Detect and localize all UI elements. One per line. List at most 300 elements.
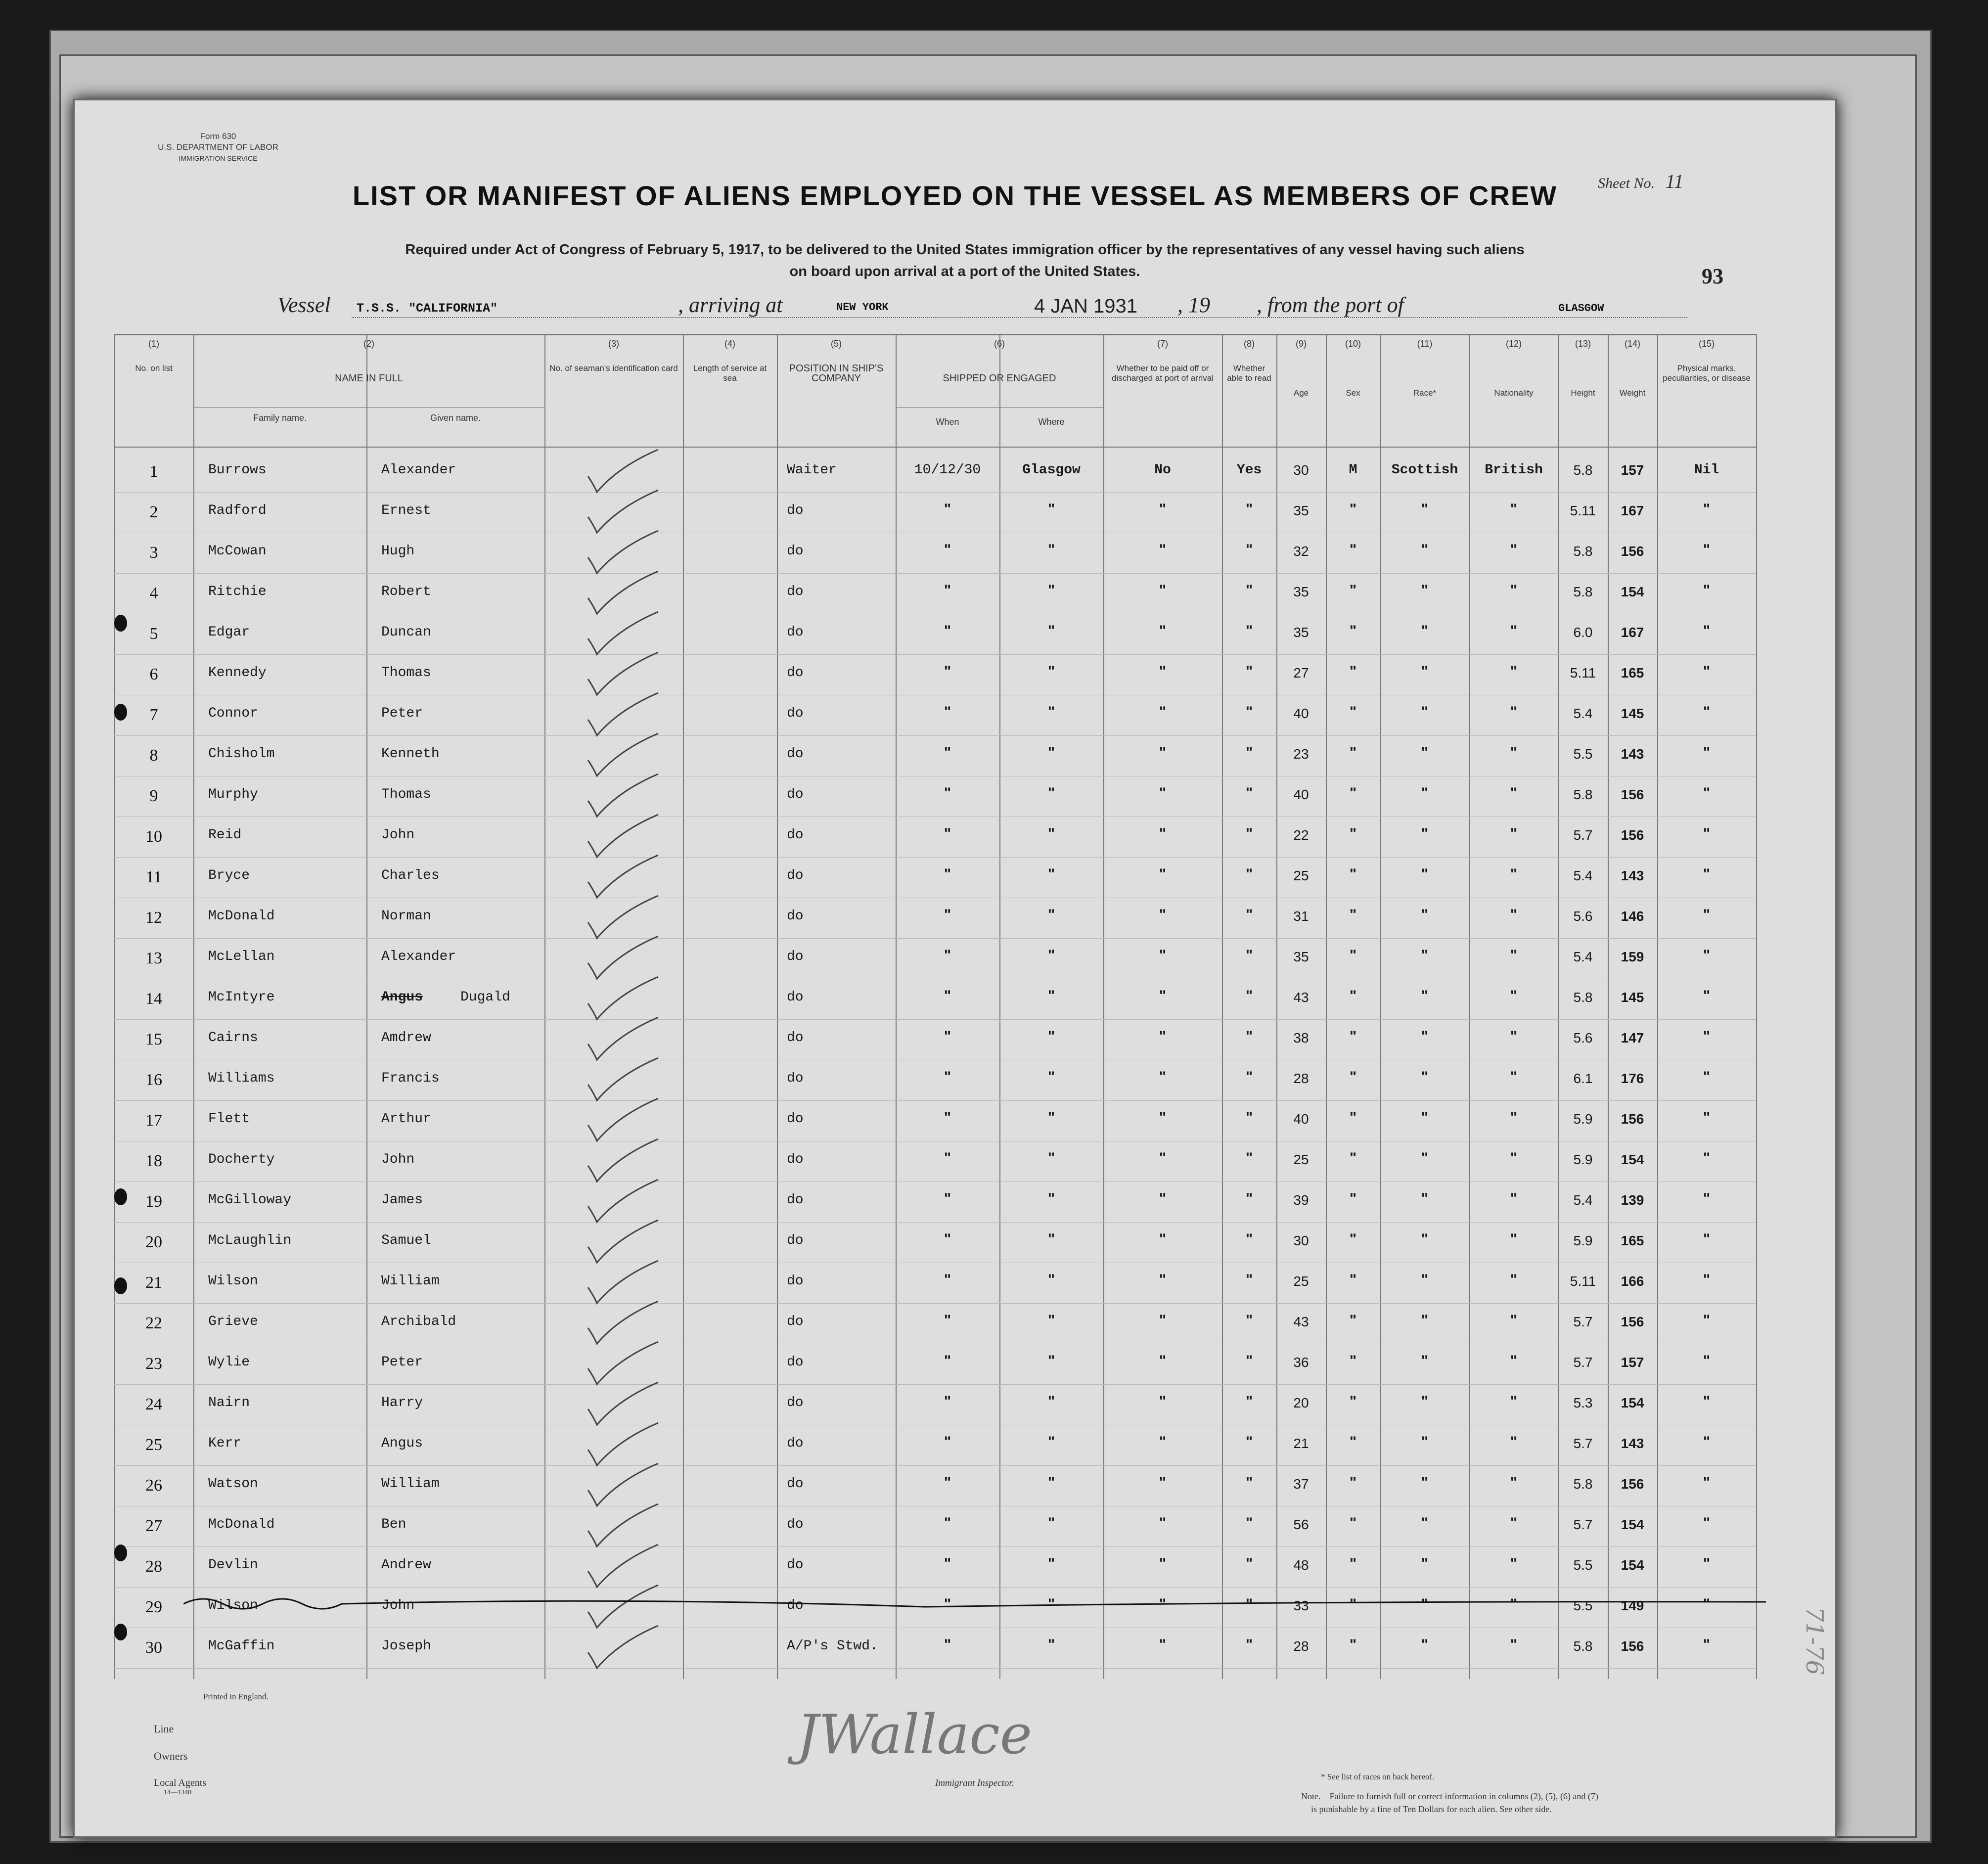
race-ditto: " (1421, 1150, 1429, 1166)
height: 5.6 (1573, 909, 1593, 924)
nationality-ditto: " (1510, 1109, 1518, 1126)
height: 5.6 (1573, 1030, 1593, 1046)
given-name: Dugald (460, 990, 510, 1005)
given-name: Francis (381, 1071, 440, 1086)
family-name: McIntyre (208, 990, 275, 1005)
nationality-ditto: " (1510, 1434, 1518, 1450)
shipped-where-ditto: " (1047, 988, 1055, 1004)
shipped-when-ditto: " (944, 907, 951, 923)
table-row (114, 1222, 1756, 1263)
able-to-read-ditto: " (1245, 785, 1253, 801)
position: do (787, 1314, 804, 1329)
shipped-where-ditto: " (1047, 1190, 1055, 1207)
weight: 156 (1621, 544, 1644, 559)
height: 6.0 (1573, 625, 1593, 640)
row-number: 11 (145, 868, 162, 886)
shipped-where-ditto: " (1047, 1109, 1055, 1126)
nationality-ditto: " (1510, 704, 1518, 720)
given-name: Angus (381, 1436, 423, 1451)
shipped-when-ditto: " (944, 1555, 951, 1572)
nationality-ditto: " (1510, 1596, 1518, 1612)
able-to-read-ditto: " (1245, 1596, 1253, 1612)
paid-off-ditto: " (1159, 704, 1167, 720)
page-number: 93 (1702, 264, 1723, 288)
weight: 154 (1621, 584, 1644, 599)
shipped-when-ditto: " (944, 542, 951, 558)
table-row (114, 1263, 1756, 1304)
paid-off-ditto: " (1159, 744, 1167, 761)
shipped-where-ditto: " (1047, 1353, 1055, 1369)
shipped-where-ditto: " (1047, 1596, 1055, 1612)
shipped-where-ditto: " (1047, 1474, 1055, 1491)
nationality-ditto: " (1510, 663, 1518, 680)
nationality-ditto: " (1510, 542, 1518, 558)
family-name: Chisholm (208, 746, 275, 762)
given-name: Alexander (381, 949, 456, 964)
age: 35 (1293, 625, 1309, 640)
table-row (114, 1465, 1756, 1506)
age: 43 (1293, 990, 1309, 1005)
height: 5.4 (1573, 1192, 1593, 1208)
height: 5.9 (1573, 1233, 1593, 1248)
column-header-c9: Age (1293, 388, 1309, 398)
physical-marks-ditto: " (1703, 785, 1711, 801)
height: 5.3 (1573, 1395, 1593, 1410)
subtitle-line-2: on board upon arrival at a port of the United States. (789, 264, 1140, 279)
table-row (114, 1546, 1756, 1588)
table-row (114, 654, 1756, 695)
age: 48 (1293, 1557, 1309, 1573)
given-name: Joseph (381, 1638, 431, 1654)
column-number: (12) (1505, 339, 1522, 349)
able-to-read-ditto: " (1245, 663, 1253, 680)
sex-ditto: " (1349, 542, 1357, 558)
row-number: 19 (145, 1192, 162, 1211)
able-to-read-ditto: " (1245, 1393, 1253, 1409)
vessel-name: T.S.S. "CALIFORNIA" (357, 301, 498, 316)
row-number: 26 (145, 1476, 162, 1495)
table-row (114, 1019, 1756, 1060)
family-name: Devlin (208, 1557, 258, 1573)
family-name: Murphy (208, 787, 258, 802)
shipped-when-ditto: " (944, 501, 951, 517)
position: do (787, 787, 804, 802)
able-to-read-ditto: " (1245, 501, 1253, 517)
physical-marks-ditto: " (1703, 1150, 1711, 1166)
manifest-page (73, 99, 1837, 1838)
shipped-when-ditto: " (944, 623, 951, 639)
weight: 154 (1621, 1395, 1644, 1410)
family-name: Docherty (208, 1152, 275, 1167)
able-to-read-ditto: " (1245, 1272, 1253, 1288)
sex-ditto: " (1349, 1353, 1357, 1369)
nationality-ditto: " (1510, 1028, 1518, 1045)
age: 31 (1293, 909, 1309, 924)
given-name: Peter (381, 706, 423, 721)
punch-hole (114, 1545, 127, 1561)
race-ditto: " (1421, 501, 1429, 517)
race-ditto: " (1421, 825, 1429, 842)
shipped-where-ditto: " (1047, 947, 1055, 963)
paid-off-ditto: " (1159, 1393, 1167, 1409)
nationality-ditto: " (1510, 907, 1518, 923)
position: do (787, 1517, 804, 1532)
height: 5.11 (1570, 1273, 1596, 1289)
table-row (114, 1628, 1756, 1669)
position: do (787, 625, 804, 640)
sex-ditto: " (1349, 704, 1357, 720)
weight: 143 (1621, 868, 1644, 883)
shipped-when-ditto: " (944, 1637, 951, 1653)
column-number: (14) (1624, 339, 1640, 349)
physical-marks-ditto: " (1703, 907, 1711, 923)
position: do (787, 1436, 804, 1451)
sex: M (1349, 462, 1357, 478)
race-ditto: " (1421, 1109, 1429, 1126)
age: 37 (1293, 1476, 1309, 1492)
weight: 167 (1621, 625, 1644, 640)
row-number: 15 (145, 1030, 162, 1048)
paid-off-ditto: " (1159, 825, 1167, 842)
family-name: McDonald (208, 909, 275, 924)
column-header-c8: Whether able to read (1227, 364, 1271, 383)
race-ditto: " (1421, 1434, 1429, 1450)
able-to-read-ditto: " (1245, 1231, 1253, 1247)
given-name: Charles (381, 868, 440, 883)
column-header-c13: Height (1571, 388, 1595, 398)
physical-marks: Nil (1694, 462, 1719, 478)
age: 30 (1293, 1233, 1309, 1248)
row-number: 25 (145, 1436, 162, 1454)
shipped-when: 10/12/30 (914, 462, 981, 478)
age: 25 (1293, 1273, 1309, 1289)
year-label: , 19 (1177, 293, 1210, 317)
shipped-when-ditto: " (944, 1150, 951, 1166)
position: do (787, 584, 804, 599)
shipped-where: Glasgow (1022, 462, 1081, 478)
position: do (787, 1395, 804, 1410)
punch-hole (114, 704, 127, 721)
physical-marks-ditto: " (1703, 1474, 1711, 1491)
shipped-when-ditto: " (944, 663, 951, 680)
column-header-c6: SHIPPED OR ENGAGED (943, 373, 1056, 384)
sex-ditto: " (1349, 663, 1357, 680)
nationality-ditto: " (1510, 1190, 1518, 1207)
row-number: 30 (145, 1638, 162, 1657)
given-name: Thomas (381, 665, 431, 681)
age: 35 (1293, 503, 1309, 518)
given-name: John (381, 827, 415, 843)
table-row (114, 857, 1756, 898)
shipped-when-ditto: " (944, 1028, 951, 1045)
row-number: 13 (145, 949, 162, 967)
column-number: (2) (363, 339, 374, 349)
weight: 165 (1621, 1233, 1644, 1248)
able-to-read-ditto: " (1245, 1028, 1253, 1045)
given-name: Andrew (381, 1557, 431, 1573)
race-ditto: " (1421, 1312, 1429, 1328)
given-name: William (381, 1273, 440, 1289)
sex-ditto: " (1349, 1190, 1357, 1207)
nationality-ditto: " (1510, 1231, 1518, 1247)
position: do (787, 1152, 804, 1167)
table-row (114, 1506, 1756, 1547)
height: 5.7 (1573, 1355, 1593, 1370)
given-name: Ernest (381, 503, 431, 518)
physical-marks-ditto: " (1703, 1555, 1711, 1572)
family-name: Watson (208, 1476, 258, 1492)
shipped-when-ditto: " (944, 1109, 951, 1126)
sex-ditto: " (1349, 988, 1357, 1004)
physical-marks-ditto: " (1703, 1069, 1711, 1085)
height: 5.5 (1573, 746, 1593, 762)
nationality-ditto: " (1510, 623, 1518, 639)
family-name: Williams (208, 1071, 275, 1086)
shipped-when-ditto: " (944, 1515, 951, 1531)
family-name: McGilloway (208, 1192, 292, 1208)
row-number: 28 (145, 1557, 162, 1576)
table-row (114, 614, 1756, 655)
service-label: IMMIGRATION SERVICE (179, 154, 258, 162)
age: 40 (1293, 706, 1309, 721)
shipped-where-ditto: " (1047, 501, 1055, 517)
given-name: Duncan (381, 625, 431, 640)
punch-hole (114, 615, 127, 632)
paid-off-ditto: " (1159, 663, 1167, 680)
race-ditto: " (1421, 1555, 1429, 1572)
family-name: Nairn (208, 1395, 250, 1410)
sex-ditto: " (1349, 1272, 1357, 1288)
weight: 157 (1621, 1355, 1644, 1370)
column-number: (8) (1244, 339, 1255, 349)
age: 27 (1293, 665, 1309, 681)
date-stamp: 4 JAN 1931 (1034, 295, 1138, 317)
family-name: McLaughlin (208, 1233, 292, 1248)
height: 5.11 (1570, 665, 1596, 681)
inspector-signature: JWallace (797, 1703, 1032, 1766)
nationality-ditto: " (1510, 1353, 1518, 1369)
row-number: 27 (145, 1517, 162, 1535)
physical-marks-ditto: " (1703, 1393, 1711, 1409)
physical-marks-ditto: " (1703, 1515, 1711, 1531)
weight: 143 (1621, 1436, 1644, 1451)
paid-off-ditto: " (1159, 1637, 1167, 1653)
paid-off-ditto: " (1159, 988, 1167, 1004)
family-name: Wilson (208, 1598, 258, 1613)
able-to-read-ditto: " (1245, 704, 1253, 720)
height: 5.7 (1573, 1517, 1593, 1532)
column-number: (4) (724, 339, 735, 349)
nationality-ditto: " (1510, 866, 1518, 882)
nationality-ditto: " (1510, 988, 1518, 1004)
paid-off-ditto: " (1159, 1150, 1167, 1166)
age: 25 (1293, 868, 1309, 883)
race-ditto: " (1421, 1353, 1429, 1369)
sex-ditto: " (1349, 501, 1357, 517)
sex-ditto: " (1349, 582, 1357, 598)
sheet-value: 11 (1665, 170, 1684, 192)
age: 22 (1293, 827, 1309, 843)
able-to-read-ditto: " (1245, 988, 1253, 1004)
position: do (787, 990, 804, 1005)
sheet-label: Sheet No. (1598, 175, 1655, 191)
weight: 143 (1621, 746, 1644, 762)
position: do (787, 706, 804, 721)
sex-ditto: " (1349, 1393, 1357, 1409)
sex-ditto: " (1349, 907, 1357, 923)
weight: 156 (1621, 1314, 1644, 1329)
family-name: McDonald (208, 1517, 275, 1532)
nationality-ditto: " (1510, 1312, 1518, 1328)
given-name: Amdrew (381, 1030, 431, 1046)
race-ditto: " (1421, 1515, 1429, 1531)
age: 36 (1293, 1355, 1309, 1370)
position: do (787, 665, 804, 681)
given-name: James (381, 1192, 423, 1208)
height: 6.1 (1573, 1071, 1593, 1086)
weight: 156 (1621, 1111, 1644, 1127)
physical-marks-ditto: " (1703, 582, 1711, 598)
race-ditto: " (1421, 1231, 1429, 1247)
sex-ditto: " (1349, 1069, 1357, 1085)
table-row (114, 1141, 1756, 1182)
age: 43 (1293, 1314, 1309, 1329)
paid-off: No (1154, 462, 1171, 478)
weight: 145 (1621, 990, 1644, 1005)
subtitle (272, 239, 1657, 282)
position: do (787, 544, 804, 559)
given-name: Thomas (381, 787, 431, 802)
family-name: Edgar (208, 625, 250, 640)
position: do (787, 1030, 804, 1046)
column-number: (15) (1698, 339, 1715, 349)
family-name: Grieve (208, 1314, 258, 1329)
local-agents-text: Local Agents (154, 1777, 207, 1788)
shipped-when-ditto: " (944, 1312, 951, 1328)
table-row (114, 979, 1756, 1020)
paid-off-ditto: " (1159, 1028, 1167, 1045)
paid-off-ditto: " (1159, 623, 1167, 639)
paid-off-ditto: " (1159, 1555, 1167, 1572)
row-number: 20 (145, 1233, 162, 1251)
height: 5.11 (1570, 503, 1596, 518)
given-name: Arthur (381, 1111, 431, 1127)
shipped-where-ditto: " (1047, 1272, 1055, 1288)
penalty-note-line-2: is punishable by a fine of Ten Dollars for each alien. See other side. (1311, 1804, 1552, 1814)
able-to-read: Yes (1236, 462, 1262, 478)
able-to-read-ditto: " (1245, 947, 1253, 963)
nationality-ditto: " (1510, 582, 1518, 598)
column-number: (13) (1575, 339, 1591, 349)
weight: 154 (1621, 1152, 1644, 1167)
race-ditto: " (1421, 1272, 1429, 1288)
table-row (114, 938, 1756, 979)
shipped-when-ditto: " (944, 1434, 951, 1450)
able-to-read-ditto: " (1245, 1312, 1253, 1328)
row-number: 16 (145, 1071, 162, 1089)
shipped-when-ditto: " (944, 1231, 951, 1247)
position: do (787, 949, 804, 964)
shipped-where-ditto: " (1047, 1434, 1055, 1450)
able-to-read-ditto: " (1245, 744, 1253, 761)
nationality-ditto: " (1510, 1637, 1518, 1653)
table-row (114, 1182, 1756, 1223)
family-name: Connor (208, 706, 258, 721)
table-row (114, 817, 1756, 858)
column-header-c10: Sex (1346, 388, 1360, 398)
position: do (787, 1111, 804, 1127)
able-to-read-ditto: " (1245, 1474, 1253, 1491)
nationality-ditto: " (1510, 1393, 1518, 1409)
paid-off-ditto: " (1159, 1434, 1167, 1450)
family-name: Radford (208, 503, 267, 518)
table-row (114, 452, 1756, 493)
column-number: (9) (1296, 339, 1307, 349)
arriving-label: , arriving at (678, 293, 783, 317)
physical-marks-ditto: " (1703, 825, 1711, 842)
physical-marks-ditto: " (1703, 1231, 1711, 1247)
shipped-where-ditto: " (1047, 1028, 1055, 1045)
paid-off-ditto: " (1159, 947, 1167, 963)
physical-marks-ditto: " (1703, 866, 1711, 882)
able-to-read-ditto: " (1245, 1555, 1253, 1572)
family-name: Cairns (208, 1030, 258, 1046)
row-number: 24 (145, 1395, 162, 1413)
given-name: John (381, 1152, 415, 1167)
race-ditto: " (1421, 1069, 1429, 1085)
position: do (787, 1071, 804, 1086)
row-number: 9 (149, 787, 158, 805)
sex-ditto: " (1349, 866, 1357, 882)
race-ditto: " (1421, 623, 1429, 639)
given-name: Peter (381, 1355, 423, 1370)
shipped-when-ditto: " (944, 947, 951, 963)
row-number: 2 (149, 503, 158, 521)
shipped-when-ditto: " (944, 988, 951, 1004)
given-name: Alexander (381, 462, 456, 478)
physical-marks-ditto: " (1703, 988, 1711, 1004)
age: 35 (1293, 949, 1309, 964)
age: 28 (1293, 1071, 1309, 1086)
position: Waiter (787, 462, 837, 478)
table-row (114, 1100, 1756, 1141)
paid-off-ditto: " (1159, 1231, 1167, 1247)
height: 5.4 (1573, 868, 1593, 883)
physical-marks-ditto: " (1703, 1434, 1711, 1450)
height: 5.9 (1573, 1111, 1593, 1127)
position: do (787, 1355, 804, 1370)
column-number: (3) (608, 339, 619, 349)
position: do (787, 1273, 804, 1289)
given-name: Archibald (381, 1314, 456, 1329)
weight: 154 (1621, 1557, 1644, 1573)
row-number: 29 (145, 1598, 162, 1616)
weight: 167 (1621, 503, 1644, 518)
nationality-ditto: " (1510, 1515, 1518, 1531)
department-label: U.S. DEPARTMENT OF LABOR (158, 142, 278, 152)
race: Scottish (1391, 462, 1458, 478)
line-label: Line (154, 1723, 174, 1735)
physical-marks-ditto: " (1703, 947, 1711, 963)
height: 5.7 (1573, 827, 1593, 843)
shipped-when-ditto: " (944, 825, 951, 842)
weight: 149 (1621, 1598, 1644, 1613)
row-number: 18 (145, 1152, 162, 1170)
shipped-when-ditto: " (944, 1272, 951, 1288)
row-number: 17 (145, 1111, 162, 1130)
family-name: Wylie (208, 1355, 250, 1370)
race-ditto: " (1421, 542, 1429, 558)
